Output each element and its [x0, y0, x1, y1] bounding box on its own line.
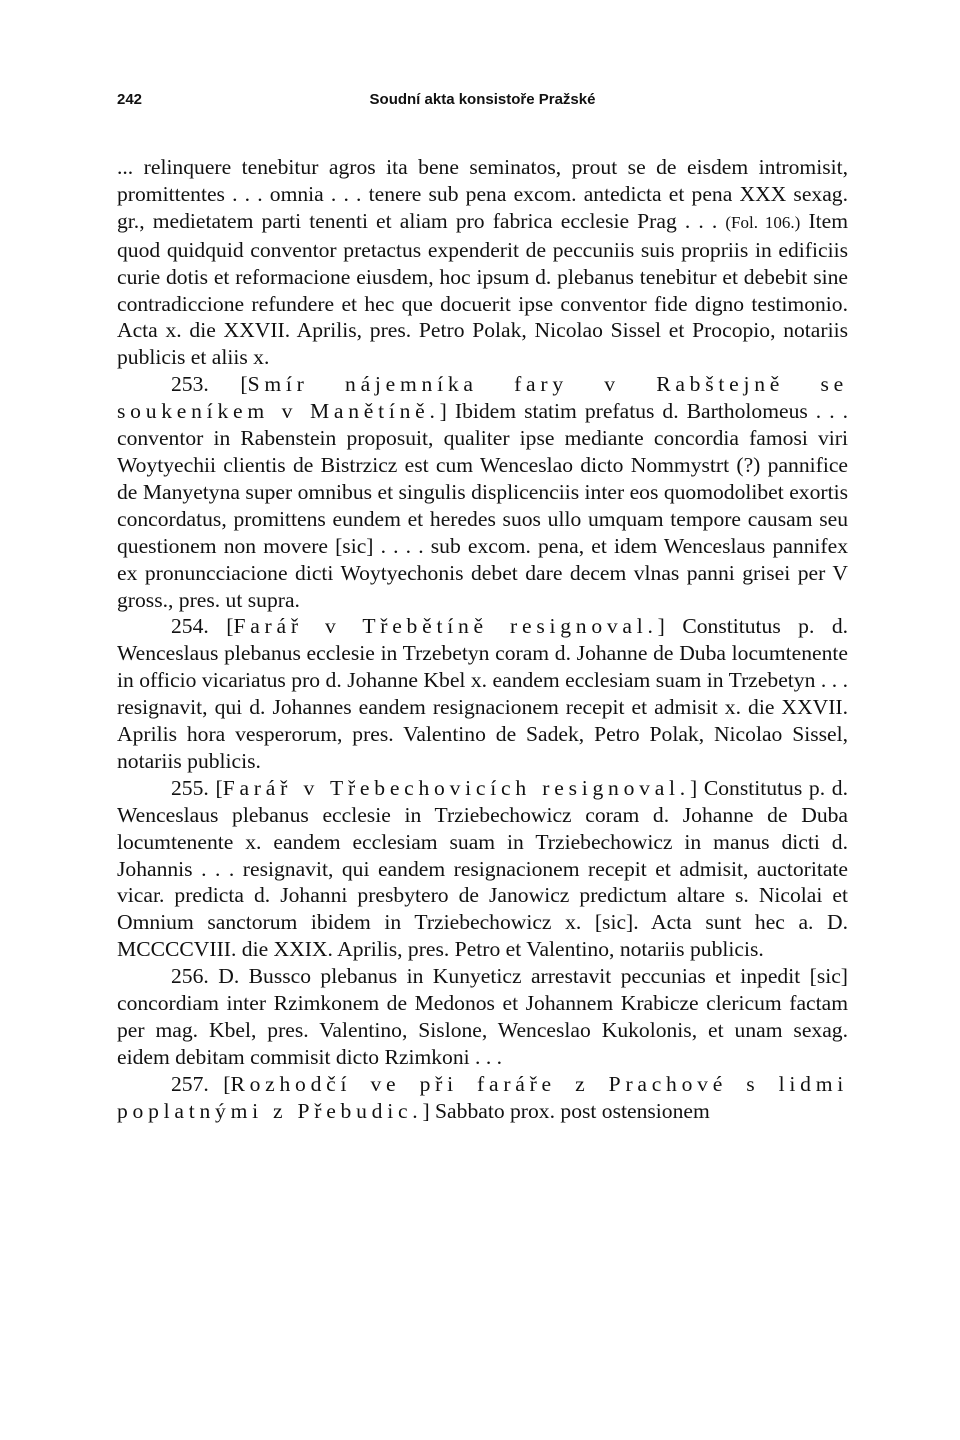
entry-text: Constitutus p. d. Wenceslaus plebanus ecclesie in Trziebechowicz coram d. Johanne de Duba locumtenente x. eandem ecclesiam suam in Trziebechowicz in manus dicti d. Johannis . . . resignavit, qui eandem resignacionem recepit et admisit, auctoritate vicar. predicta d. Johanni presbytero de Janowicz predictum altare s. Nicolai et Omnium sanctorum ibidem in Trziebechowicz x. [sic]. Acta sunt hec a. D. MCCCCVIII. die XXIX. Aprilis, pres. Petro et Valentino, notariis publicis.	[117, 775, 848, 962]
running-title: Soudní akta konsistoře Pražské	[369, 91, 596, 108]
entry-heading: Farář v Třebětíně resignoval.	[233, 614, 658, 639]
entry-heading: Farář v Třebechovicích resignoval.	[222, 775, 690, 800]
entry-heading: Rozhodčí ve při faráře z Prachové s lidmi poplatnými z Přebudic.	[117, 1071, 848, 1123]
entry-text: Sabbato prox. post ostensionem	[435, 1098, 710, 1123]
folio-reference: (Fol. 106.)	[725, 212, 801, 232]
entry-text: D. Bussco plebanus in Kunyeticz arrestavit peccunias et inpedit [sic] concordiam inter Rzimkonem de Medonos et Johannem Krabicze clericum factam per mag. Kbel, pres. Valentino, Sislone, Wenceslao Kukolonis, et unam sexag. eidem debitam commisit dicto Rzimkoni . . .	[117, 964, 848, 1069]
paragraph-text: ... relinquere tenebitur agros ita bene seminatos, prout se de eisdem intromisit, promittentes . . . omnia . . . tenere sub pena excom. antedicta et pena XXX sexag. gr., medietatem parti tenenti et aliam pro fabrica ecclesie Prag . . .	[117, 155, 848, 233]
entry-heading: Smír nájemníka fary v Rabštejně se soukeníkem v Manětíně.	[117, 372, 848, 424]
entry-254: 254. [Farář v Třebětíně resignoval.] Constitutus p. d. Wenceslaus plebanus ecclesie in Trzebetyn coram d. Johanne de Duba locumtenente in officio vicariatus pro d. Johanne Kbel x. eandem ecclesiam suam in Trzebetyn . . . resignavit, qui d. Johannes eandem resignacionem recepit et admisit x. die XXVII. Aprilis hora vesperorum, pres. Valentino de Sadek, Petro Polak, Nicolao Sissel, notariis publicis.	[117, 614, 849, 773]
paragraph-continuation	[117, 154, 848, 371]
entry-number: 255.	[171, 775, 209, 800]
page-body	[117, 154, 848, 1125]
entry-255: 255. [Farář v Třebechovicích resignoval.] Constitutus p. d. Wenceslaus plebanus ecclesie in Trziebechowicz coram d. Johanne de Duba locumtenente x. eandem ecclesiam suam in Trziebechowicz in manus dicti d. Johannis . . . resignavit, qui eandem resignacionem recepit et admisit, auctoritate vicar. predicta d. Johanni presbytero de Janowicz predictum altare s. Nicolai et Omnium sanctorum ibidem in Trziebechowicz x. [sic]. Acta sunt hec a. D. MCCCCVIII. die XXIX. Aprilis, pres. Petro et Valentino, notariis publicis.	[117, 775, 848, 962]
entry-number: 254.	[171, 614, 209, 639]
entry-number: 256.	[171, 964, 209, 989]
entry-text: Constitutus p. d. Wenceslaus plebanus ecclesie in Trzebetyn coram d. Johanne de Duba locumtenente in officio vicariatus pro d. Johanne Kbel x. eandem ecclesiam suam in Trzebetyn . . . resignavit, qui d. Johannes eandem resignacionem recepit et admisit x. die XXVII. Aprilis hora vesperorum, pres. Valentino de Sadek, Petro Polak, Nicolao Sissel, notariis publicis.	[117, 614, 849, 773]
page-number: 242	[117, 91, 143, 108]
running-header	[117, 91, 848, 119]
entry-text: Ibidem statim prefatus d. Bartholomeus . . . conventor in Rabenstein proposuit, qualiter ipse mediante concordia famosi viri Woytyechii clientis de Bistrzicz est cum Wenceslao dicto Nommystrt (?) pannifice de Manyetyna super omnibus et singulis displicenciis inter eos quomodolibet exortis concordatus, promittens eundem et heredes suos ullo umquam tempore causam seu questionem non movere [sic] . . . . sub excom. pena, et idem Wenceslaus pannifex ex pronuncciacione dicti Woytyechonis debet dare decem vlnas panni grisei per V gross., pres. ut supra.	[117, 399, 849, 612]
entry-253: 253. [Smír nájemníka fary v Rabštejně se soukeníkem v Manětíně.] Ibidem statim prefatus d. Bartholomeus . . . conventor in Rabenstein proposuit, qualiter ipse mediante concordia famosi viri Woytyechii clientis de Bistrzicz est cum Wenceslao dicto Nommystrt (?) pannifice de Manyetyna super omnibus et singulis displicenciis inter eos quomodolibet exortis concordatus, promittens eundem et heredes suos ullo umquam tempore causam seu questionem non movere [sic] . . . . sub excom. pena, et idem Wenceslaus pannifex ex pronuncciacione dicti Woytyechonis debet dare decem vlnas panni grisei per V gross., pres. ut supra.	[117, 372, 849, 612]
paragraph-text: Item quod quidquid conventor pretactus expenderit de peccuniis suis propriis in edificiis curie dotis et reformacione eiusdem, hoc ipsum d. plebanus tenebitur et debebit sine contradiccione refundere et hec que docuerit ipse conventor fide digno testimonio. Acta x. die XXVII. Aprilis, pres. Petro Polak, Nicolao Sissel et Procopio, notariis publicis et aliis x.	[117, 208, 849, 370]
entry-number: 257.	[171, 1071, 209, 1096]
entry-257: 257. [Rozhodčí ve při faráře z Prachové s lidmi poplatnými z Přebudic.] Sabbato prox. post ostensionem	[117, 1071, 848, 1123]
entry-256	[117, 963, 848, 1071]
entry-number: 253.	[171, 372, 209, 397]
